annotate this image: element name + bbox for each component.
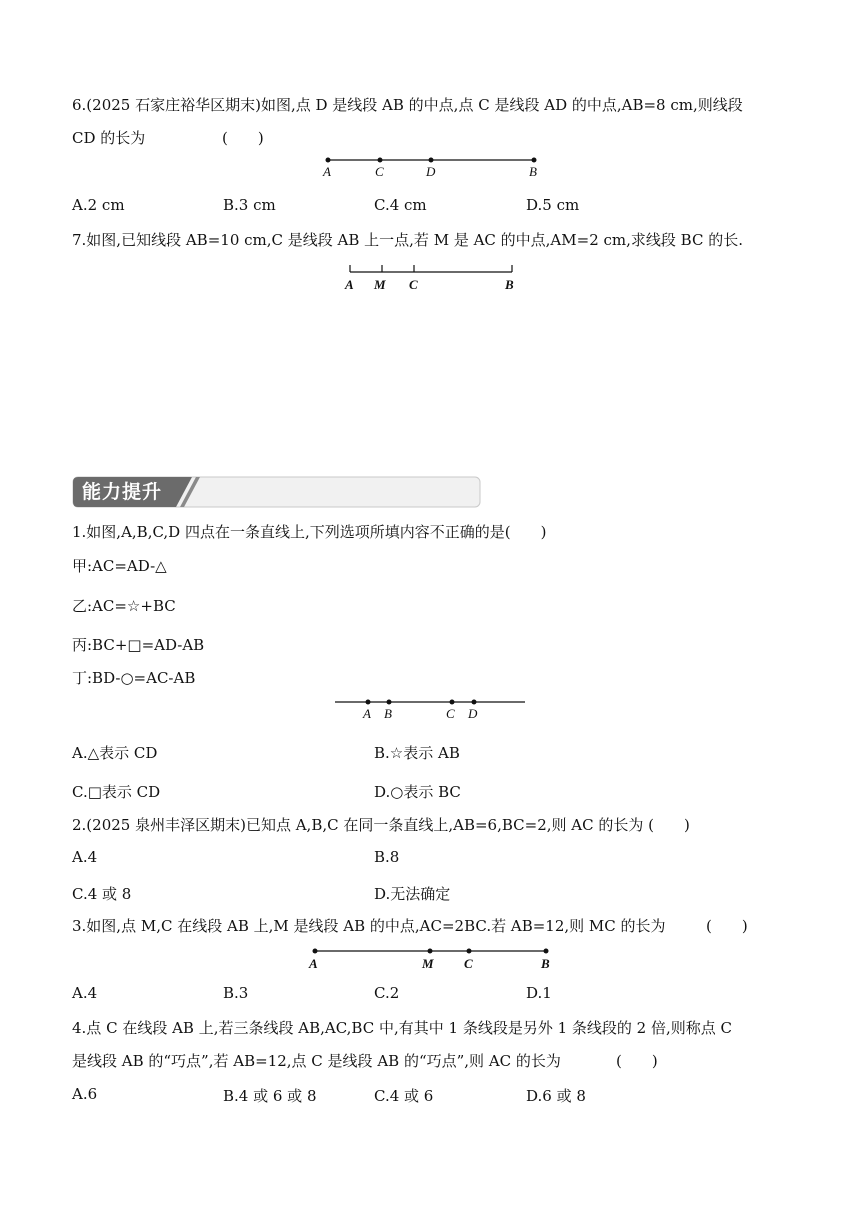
p1-text: 1.如图,A,B,C,D 四点在一条直线上,下列选项所填内容不正确的是( ) [72,523,547,541]
p3-option-a: A.4 [72,984,98,1002]
p4-option-a: A.6 [72,1085,98,1103]
q6-label-a: A [323,164,331,179]
q7-label-m: M [374,277,386,292]
p1-label-d: D [468,706,478,721]
q6-option-c: C.4 cm [374,196,427,214]
q6-diagram [316,152,546,186]
q7-text: 7.如图,已知线段 AB=10 cm,C 是线段 AB 上一点,若 M 是 AC 的中点,AM=2 cm,求线段 BC 的长. [72,231,743,249]
p3-diagram [304,943,559,977]
q7-label-c: C [409,277,418,292]
p1-label-c: C [446,706,455,721]
p3-paren: ( ) [706,917,748,935]
p3-point-a [313,949,318,954]
p3-label-m: M [422,956,434,971]
p3-option-c: C.2 [374,984,400,1002]
p3-label-c: C [464,956,473,971]
p4-option-c: C.4 或 6 [374,1087,434,1105]
p1-option-a: A.△表示 CD [72,744,158,762]
p3-label-a: A [309,956,318,971]
p1-bing: 丙:BC+□=AD-AB [72,636,205,654]
p1-yi: 乙:AC=☆+BC [72,597,176,615]
q7-diagram [340,262,525,298]
q6-label-c: C [375,164,384,179]
p1-point-d [472,700,477,705]
q6-point-b [532,158,537,163]
p1-point-a [366,700,371,705]
q6-label-d: D [426,164,436,179]
p2-option-c: C.4 或 8 [72,885,132,903]
p4-option-d: D.6 或 8 [526,1087,586,1105]
p4-line2: 是线段 AB 的“巧点”,若 AB=12,点 C 是线段 AB 的“巧点”,则 AC 的长为 [72,1052,561,1070]
p1-point-c [450,700,455,705]
p3-point-c [467,949,472,954]
p4-paren: ( ) [616,1052,658,1070]
section-title: 能力提升 [82,481,163,503]
q6-option-d: D.5 cm [526,196,580,214]
p1-option-b: B.☆表示 AB [374,744,460,762]
q6-paren: ( ) [222,129,264,147]
p4-line1: 4.点 C 在线段 AB 上,若三条线段 AB,AC,BC 中,有其中 1 条线段是另外 1 条线段的 2 倍,则称点 C [72,1019,732,1037]
p1-point-b [387,700,392,705]
p1-option-c: C.□表示 CD [72,783,161,801]
p1-jia: 甲:AC=AD-△ [72,557,167,575]
p1-label-a: A [363,706,371,721]
p4-option-b: B.4 或 6 或 8 [223,1087,317,1105]
q6-line1: 6.(2025 石家庄裕华区期末)如图,点 D 是线段 AB 的中点,点 C 是线段 AD 的中点,AB=8 cm,则线段 [72,96,743,114]
q7-label-a: A [345,277,354,292]
p1-label-b: B [384,706,392,721]
p3-point-b [544,949,549,954]
q6-option-a: A.2 cm [72,196,125,214]
q6-point-a [326,158,331,163]
q6-line2: CD 的长为 [72,129,146,147]
q6-point-c [378,158,383,163]
p2-option-b: B.8 [374,848,400,866]
p2-text: 2.(2025 泉州丰泽区期末)已知点 A,B,C 在同一条直线上,AB=6,BC=2,则 AC 的长为 ( ) [72,816,690,834]
p3-point-m [428,949,433,954]
p1-diagram [333,693,528,727]
p3-option-b: B.3 [223,984,249,1002]
q7-label-b: B [505,277,514,292]
p3-label-b: B [541,956,550,971]
q6-option-b: B.3 cm [223,196,276,214]
q6-point-d [429,158,434,163]
p3-option-d: D.1 [526,984,552,1002]
p2-option-d: D.无法确定 [374,885,451,903]
q6-label-b: B [529,164,537,179]
p2-option-a: A.4 [72,848,98,866]
p1-option-d: D.○表示 BC [374,783,461,801]
p1-ding: 丁:BD-○=AC-AB [72,669,196,687]
p3-text: 3.如图,点 M,C 在线段 AB 上,M 是线段 AB 的中点,AC=2BC.若 AB=12,则 MC 的长为 [72,917,666,935]
